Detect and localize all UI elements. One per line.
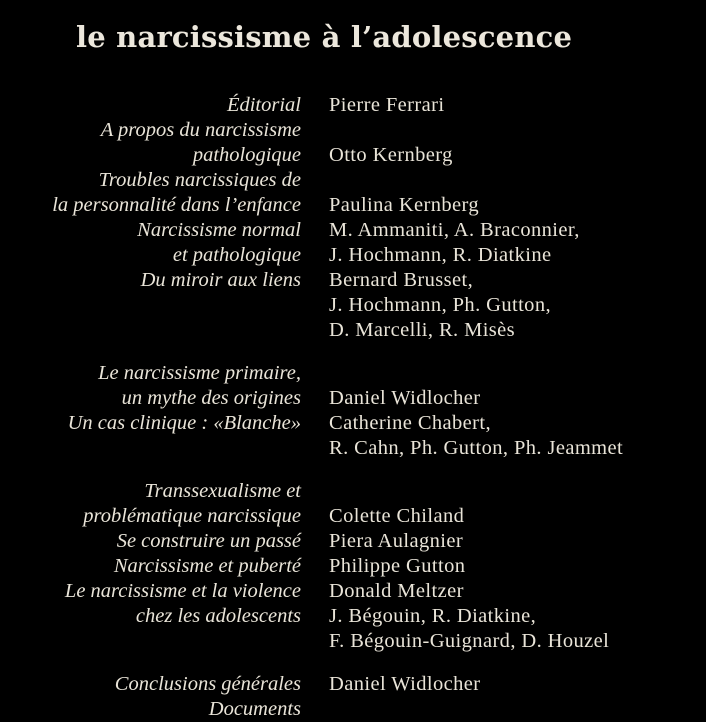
- article-title: [0, 268, 301, 293]
- article-authors: [329, 554, 465, 579]
- toc-entry: [0, 168, 706, 218]
- author-line: Daniel Widlocher: [329, 673, 481, 695]
- article-title: [0, 361, 301, 411]
- author-line: J. Bégouin, R. Diatkine,: [329, 605, 537, 627]
- article-title-line: Du miroir aux liens: [140, 269, 301, 291]
- author-line: Colette Chiland: [329, 505, 465, 527]
- author-line: Catherine Chabert,: [329, 412, 492, 434]
- author-line: Daniel Widlocher: [329, 387, 481, 409]
- article-authors: [329, 118, 453, 168]
- article-authors: [329, 168, 479, 218]
- table-of-contents: [0, 93, 706, 722]
- article-title-line: Narcissisme normal: [137, 219, 301, 241]
- author-line: J. Hochmann, Ph. Gutton,: [329, 294, 551, 316]
- article-title-line: et pathologique: [172, 244, 301, 266]
- article-title-line: Un cas clinique : «Blanche»: [67, 412, 301, 434]
- article-authors: [329, 268, 551, 343]
- author-line: Bernard Brusset,: [329, 269, 474, 291]
- toc-entry: [0, 268, 706, 343]
- article-title-line: Documents: [208, 698, 301, 720]
- toc-entry: [0, 579, 706, 654]
- author-line: [329, 479, 464, 504]
- article-title-line: Éditorial: [226, 94, 301, 116]
- article-title: [0, 168, 301, 218]
- toc-entry: [0, 218, 706, 268]
- article-title: [0, 118, 301, 168]
- article-title-line: problématique narcissique: [83, 505, 301, 527]
- article-title-line: chez les adolescents: [135, 605, 301, 627]
- article-authors: [329, 672, 481, 697]
- author-line: Philippe Gutton: [329, 555, 466, 577]
- article-title-line: Se construire un passé: [116, 530, 301, 552]
- author-line: Piera Aulagnier: [329, 530, 464, 552]
- article-title: [0, 554, 301, 579]
- article-title: [0, 218, 301, 268]
- article-authors: [329, 579, 609, 654]
- article-authors: [329, 529, 463, 554]
- author-line: [329, 118, 453, 143]
- article-title-line: un mythe des origines: [121, 387, 301, 409]
- author-line: Paulina Kernberg: [329, 194, 480, 216]
- author-line: Otto Kernberg: [329, 144, 453, 166]
- author-line: F. Bégouin-Guignard, D. Houzel: [329, 630, 610, 652]
- toc-entry: [0, 672, 706, 722]
- article-title-line: A propos du narcissisme: [100, 119, 301, 141]
- toc-entry: [0, 118, 706, 168]
- article-authors: [329, 411, 623, 461]
- page-title: le narcissisme à l’adolescence: [76, 20, 573, 54]
- toc-entry: [0, 554, 706, 579]
- article-authors: [329, 93, 444, 118]
- author-line: [329, 168, 479, 193]
- article-title-line: la personnalité dans l’enfance: [52, 194, 301, 216]
- article-title-line: Troubles narcissiques de: [98, 169, 301, 191]
- article-title-line: Transsexualisme et: [144, 480, 301, 502]
- author-line: R. Cahn, Ph. Gutton, Ph. Jeammet: [329, 437, 624, 459]
- author-line: D. Marcelli, R. Misès: [329, 319, 516, 341]
- author-line: J. Hochmann, R. Diatkine: [329, 244, 552, 266]
- article-title-line: Le narcissisme primaire,: [98, 362, 301, 384]
- author-line: Pierre Ferrari: [329, 94, 445, 116]
- article-authors: [329, 361, 481, 411]
- toc-entry: [0, 361, 706, 411]
- article-title: [0, 479, 301, 529]
- toc-entry: [0, 529, 706, 554]
- article-title: [0, 579, 301, 629]
- author-line: [329, 361, 481, 386]
- article-title: [0, 93, 301, 118]
- article-title: [0, 411, 301, 436]
- article-authors: [329, 218, 580, 268]
- article-title-line: Le narcissisme et la violence: [64, 580, 301, 602]
- article-title-line: pathologique: [192, 144, 301, 166]
- author-line: Donald Meltzer: [329, 580, 464, 602]
- toc-entry: [0, 479, 706, 529]
- toc-entry: [0, 411, 706, 461]
- article-title-line: Conclusions générales: [114, 673, 301, 695]
- author-line: M. Ammaniti, A. Braconnier,: [329, 219, 580, 241]
- article-title: [0, 529, 301, 554]
- article-authors: [329, 479, 464, 529]
- article-title-line: Narcissisme et puberté: [113, 555, 301, 577]
- article-title: [0, 672, 301, 722]
- toc-entry: [0, 93, 706, 118]
